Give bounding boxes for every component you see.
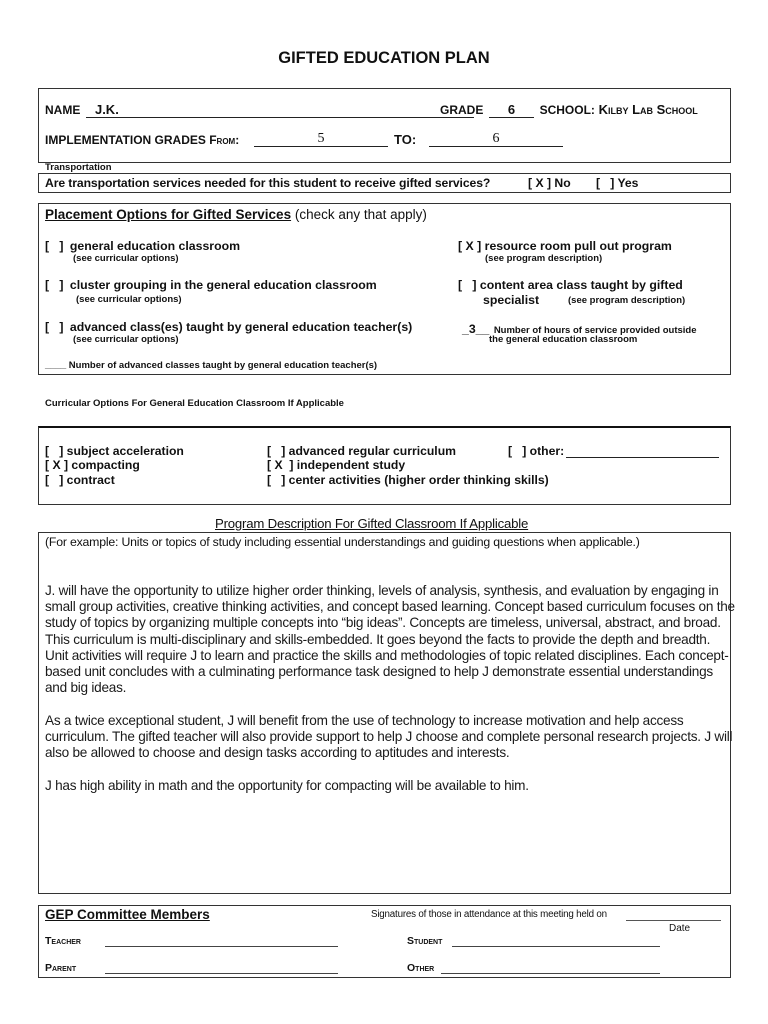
checkbox-advanced-classes[interactable]: [ ]	[45, 320, 64, 334]
name-field[interactable]	[86, 102, 474, 118]
program-description-heading: Program Description For Gifted Classroom If Applicable	[215, 516, 529, 531]
advanced-count-field[interactable]: ____	[45, 360, 67, 371]
other-signature-field[interactable]	[441, 961, 660, 974]
checkbox-compacting[interactable]: [ X ]	[45, 458, 69, 472]
placement-option-cluster[interactable]	[45, 278, 377, 292]
other-field[interactable]	[566, 444, 719, 458]
placement-heading-note: (check any that apply)	[294, 207, 427, 222]
checkbox-other[interactable]: [ ]	[508, 444, 527, 458]
no-label: No	[554, 176, 571, 190]
option-label: advanced regular curriculum	[288, 444, 456, 458]
checkbox-contract[interactable]: [ ]	[45, 473, 64, 487]
grade-label: GRADE	[440, 103, 484, 117]
curricular-option-contract[interactable]	[45, 473, 115, 487]
grade-field[interactable]	[489, 102, 534, 118]
yes-label: Yes	[617, 176, 639, 190]
hours-value[interactable]: _3__	[462, 322, 490, 336]
option-note: (see program description)	[568, 295, 686, 306]
option-label: compacting	[71, 458, 140, 472]
option-note: (see program description)	[485, 253, 603, 264]
committee-heading: GEP Committee Members	[45, 907, 210, 922]
hours-label: Number of hours of service provided outside	[493, 325, 697, 336]
checkbox-content-area[interactable]: [ ]	[458, 278, 477, 292]
placement-option-advanced-classes[interactable]	[45, 320, 412, 334]
transportation-no-option[interactable]	[528, 176, 571, 190]
curricular-option-independent-study[interactable]	[267, 458, 405, 472]
option-label: content area class taught by gifted	[479, 278, 683, 292]
student-label: Student	[407, 935, 443, 947]
checkbox-subject-acceleration[interactable]: [ ]	[45, 444, 64, 458]
option-label-cont: specialist	[483, 293, 540, 307]
meeting-date-field[interactable]	[626, 908, 721, 921]
option-label: center activities (higher order thinking skills)	[288, 473, 549, 487]
curricular-option-center-activities[interactable]	[267, 473, 549, 487]
school-value: Kilby Lab School	[598, 102, 698, 117]
placement-heading-row	[45, 207, 427, 222]
option-label: advanced class(es) taught by general education teacher(s)	[69, 320, 413, 334]
program-description-paragraph-1: J. will have the opportunity to utilize higher order thinking, levels of analysis, synthesis, and evaluation by engaging in small group activities, creative thinking activities, and concept based learning. Concept based curriculum focuses on the study of topics by organizing multiple concepts into “big ideas”. Concepts are timeless, universal, abstract, and broad. This curriculum is multi-disciplinary and skills-embedded. It goes beyond the facts to provide the depth and breadth. Unit activities will require J to learn and practice the skills and methodologies of topic related disciplines. Each concept-based unit concludes with a culminating performance task designed to help J demonstrate essential understandings and big ideas.	[45, 583, 735, 696]
curricular-option-advanced-regular[interactable]	[267, 444, 456, 458]
signatures-note: Signatures of those in attendance at this meeting held on	[371, 909, 607, 920]
option-label: subject acceleration	[66, 444, 184, 458]
curricular-option-subject-acceleration[interactable]	[45, 444, 184, 458]
option-note: (see curricular options)	[73, 253, 179, 264]
option-label: contract	[66, 473, 115, 487]
option-note: (see curricular options)	[73, 334, 179, 345]
checkbox-cluster[interactable]: [ ]	[45, 278, 64, 292]
program-description-paragraph-3: J has high ability in math and the opportunity for compacting will be available to him.	[45, 778, 529, 793]
option-label: cluster grouping in the general education classroom	[69, 278, 377, 292]
name-value: J.K.	[94, 102, 119, 117]
advanced-count-label: Number of advanced classes taught by general education teacher(s)	[68, 360, 378, 371]
parent-label: Parent	[45, 962, 77, 974]
option-label: resource room pull out program	[484, 239, 672, 253]
transportation-question: Are transportation services needed for this student to receive gifted services?	[45, 176, 491, 190]
date-label: Date	[669, 923, 691, 934]
to-label: TO:	[394, 132, 417, 147]
student-signature-field[interactable]	[452, 934, 660, 947]
other-label: Other	[407, 962, 435, 974]
transportation-yes-option[interactable]	[596, 176, 638, 190]
teacher-label: Teacher	[45, 935, 81, 947]
implementation-row	[45, 132, 239, 147]
school-label: SCHOOL:	[539, 103, 595, 117]
hours-label-cont: the general education classroom	[489, 334, 638, 345]
placement-heading: Placement Options for Gifted Services	[45, 207, 292, 222]
transportation-label: Transportation	[45, 162, 112, 173]
checkbox-no[interactable]: [ X ]	[528, 176, 552, 190]
curricular-option-other[interactable]	[508, 444, 564, 458]
program-description-instruction: (For example: Units or topics of study including essential understandings and guiding questions when applicable.)	[45, 535, 640, 549]
option-label: independent study	[296, 458, 406, 472]
name-row	[45, 102, 474, 118]
checkbox-center-activities[interactable]: [ ]	[267, 473, 286, 487]
curricular-heading: Curricular Options For General Education Classroom If Applicable	[45, 398, 344, 409]
grade-value: 6	[507, 102, 516, 117]
checkbox-independent-study[interactable]: [ X ]	[267, 458, 294, 472]
teacher-signature-field[interactable]	[105, 934, 338, 947]
placement-option-general-ed[interactable]	[45, 239, 240, 253]
page-title: GIFTED EDUCATION PLAN	[278, 49, 490, 67]
student-info-box	[38, 88, 731, 163]
placement-option-resource-room[interactable]	[458, 239, 672, 253]
placement-option-content-area[interactable]	[458, 278, 683, 292]
option-label: other:	[529, 444, 565, 458]
checkbox-yes[interactable]: [ ]	[596, 176, 615, 190]
implementation-label: IMPLEMENTATION GRADES From:	[45, 133, 240, 147]
checkbox-advanced-regular[interactable]: [ ]	[267, 444, 286, 458]
option-label: general education classroom	[69, 239, 241, 253]
program-description-paragraph-2: As a twice exceptional student, J will benefit from the use of technology to increase motivation and help access curriculum. The gifted teacher will also provide support to help J choose and complete personal research projects. J will also be allowed to choose and design tasks according to aptitudes and interests.	[45, 713, 733, 761]
option-note: (see curricular options)	[76, 294, 182, 305]
to-value: 6	[492, 131, 500, 146]
grade-row	[440, 102, 698, 118]
from-field[interactable]	[254, 131, 388, 147]
curricular-option-compacting[interactable]	[45, 458, 140, 472]
to-field[interactable]	[429, 131, 563, 147]
advanced-count-row	[45, 360, 377, 371]
parent-signature-field[interactable]	[105, 961, 338, 974]
name-label: NAME	[45, 103, 81, 117]
checkbox-resource-room[interactable]: [ X ]	[458, 239, 482, 253]
checkbox-general-ed[interactable]: [ ]	[45, 239, 64, 253]
from-value: 5	[317, 131, 325, 146]
